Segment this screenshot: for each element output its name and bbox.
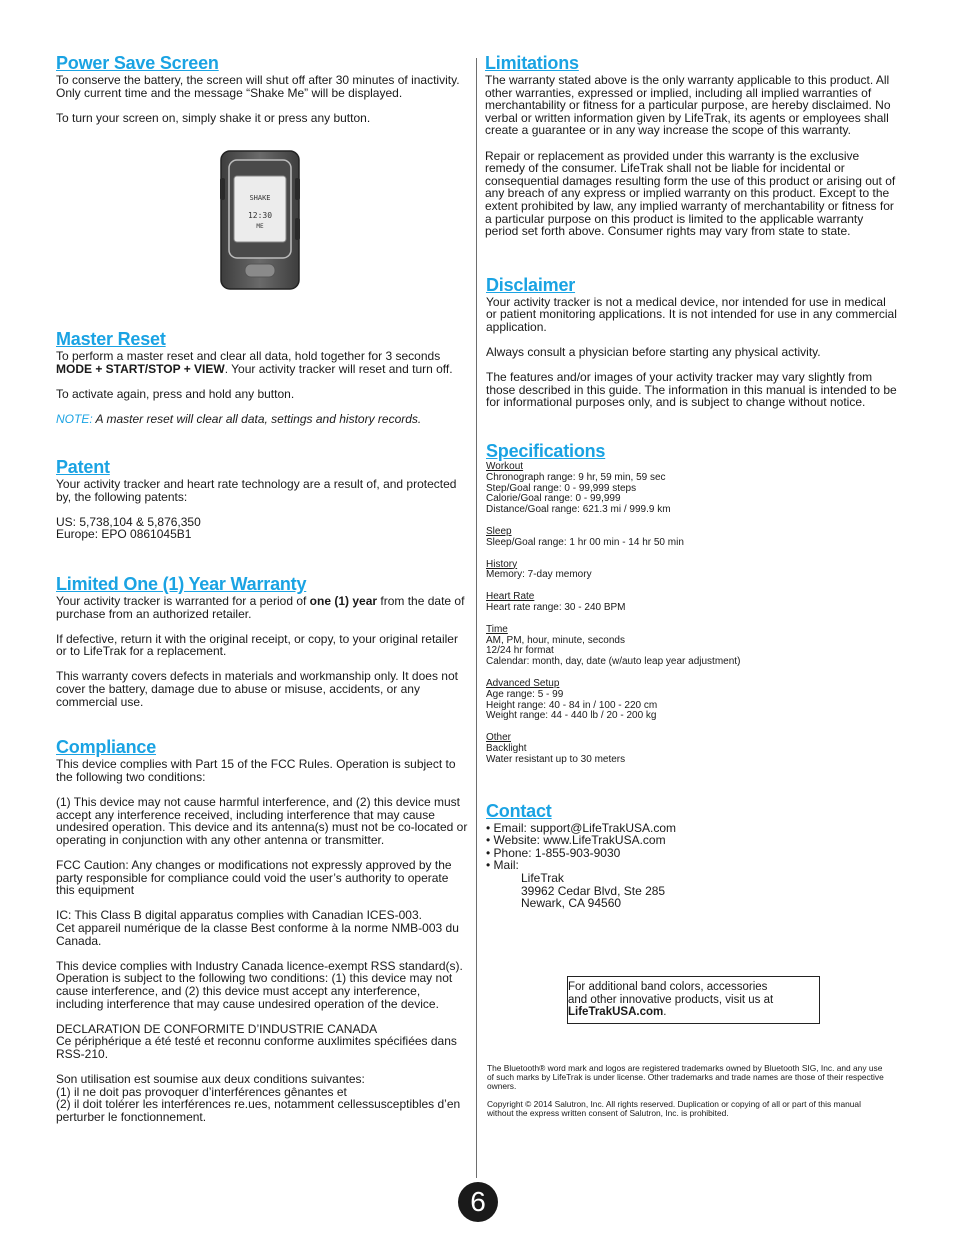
screen-line-2: 12:30 <box>247 211 273 221</box>
promo-line-1: For additional band colors, accessories <box>568 981 768 993</box>
disclaimer-heading: Disclaimer <box>486 274 576 295</box>
compliance-text-7c: (2) il doit tolérer les interférences re.ues, notamment cellessusceptibles d’en perturber le fonctionnement. <box>56 1097 461 1124</box>
master-reset-text-1: To perform a master reset and clear all data, hold together for 3 seconds MODE + START/STOP + VIEW. Your activity tracker will reset and turn off. <box>56 349 453 376</box>
spec-time-2: 12/24 hr format <box>486 645 554 657</box>
compliance-text-4a: IC: This Class B digital apparatus complies with Canadian ICES-003. <box>56 908 422 923</box>
compliance-section <box>56 736 468 1123</box>
specifications-section <box>485 440 897 766</box>
patent-europe: Europe: EPO 0861045B1 <box>56 527 192 542</box>
compliance-text-3: FCC Caution: Any changes or modifications not expressly approved by the party responsible for compliance could void the user’s authority to operate this equipment <box>56 858 452 898</box>
patent-section <box>56 456 468 541</box>
disclaimer-section <box>485 274 897 409</box>
spec-heart-title: Heart Rate <box>486 591 535 603</box>
contact-email: • Email: support@LifeTrakUSA.com <box>486 820 676 835</box>
power-save-section <box>56 52 468 292</box>
spec-sleep-title: Sleep <box>486 526 512 538</box>
spec-workout-2: Step/Goal range: 0 - 99,999 steps <box>486 482 637 494</box>
contact-website: • Website: www.LifeTrakUSA.com <box>486 833 666 848</box>
spec-advanced-2: Height range: 40 - 84 in / 100 - 220 cm <box>486 699 658 711</box>
power-save-text-1: To conserve the battery, the screen will shut off after 30 minutes of inactivity. Only current time and the message “Shake Me” will be displayed. <box>56 73 460 100</box>
page-number: 6 <box>458 1182 498 1222</box>
contact-section <box>485 800 897 910</box>
trademark-notice <box>487 1064 887 1092</box>
spec-time-1: AM, PM, hour, minute, seconds <box>486 634 625 646</box>
contact-address-2: 39962 Cedar Blvd, Ste 285 <box>521 883 666 898</box>
spec-advanced-1: Age range: 5 - 99 <box>486 688 564 700</box>
spec-workout-title: Workout <box>486 461 524 473</box>
column-divider <box>476 58 477 1178</box>
spec-advanced-3: Weight range: 44 - 440 lb / 20 - 200 kg <box>486 710 657 722</box>
spec-sleep-1: Sleep/Goal range: 1 hr 00 min - 14 hr 50 min <box>486 536 684 548</box>
disclaimer-text-3: The features and/or images of your activity tracker may vary slightly from those described in this guide. The information in this manual is intended to be for informational purposes only, and is subject to change without notice. <box>486 370 897 410</box>
patent-us: US: 5,738,104 & 5,876,350 <box>56 514 201 529</box>
power-save-text-2: To turn your screen on, simply shake it or press any button. <box>56 110 371 125</box>
spec-workout-4: Distance/Goal range: 621.3 mi / 999.9 km <box>486 504 671 516</box>
spec-heart-1: Heart rate range: 30 - 240 BPM <box>486 602 626 614</box>
warranty-text-2: If defective, return it with the original receipt, or copy, to your original retailer or to LifeTrak for a replacement. <box>56 631 458 659</box>
spec-workout-1: Chronograph range: 9 hr, 59 min, 59 sec <box>486 471 666 483</box>
spec-other-2: Water resistant up to 30 meters <box>486 753 626 765</box>
warranty-text-3: This warranty covers defects in materials and workmanship only. It does not cover the battery, damage due to abuse or misuse, accidents, or any commercial use. <box>56 669 458 709</box>
spec-history-1: Memory: 7-day memory <box>486 569 592 581</box>
copyright-text: Copyright © 2014 Salutron, Inc. All rights reserved. Duplication or copying of all or part of this manual without the express written consent of Salutron, Inc. is prohibited. <box>487 1099 861 1119</box>
warranty-heading: Limited One (1) Year Warranty <box>56 573 307 594</box>
master-reset-heading: Master Reset <box>56 329 166 350</box>
contact-address-1: LifeTrak <box>521 870 564 885</box>
compliance-text-7a: Son utilisation est soumise aux deux conditions suivantes: <box>56 1072 365 1087</box>
screen-line-1: SHAKE <box>249 194 271 203</box>
promo-link[interactable]: LifeTrakUSA.com <box>568 1006 664 1019</box>
warranty-text-1: Your activity tracker is warranted for a period of one (1) year from the date of purchase from an authorized retailer. <box>56 593 465 621</box>
compliance-text-4b: Cet appareil numérique de la classe Best conforme à la norme NMB-003 du Canada. <box>56 920 459 948</box>
limitations-section <box>485 52 897 238</box>
master-reset-text-2: To activate again, press and hold any button. <box>56 387 295 402</box>
compliance-text-1: This device complies with Part 15 of the FCC Rules. Operation is subject to the following two conditions: <box>56 757 456 784</box>
master-reset-note: NOTE: A master reset will clear all data, settings and history records. <box>56 412 422 427</box>
disclaimer-text-2: Always consult a physician before starting any physical activity. <box>486 345 821 360</box>
warranty-section <box>56 573 468 708</box>
master-reset-section <box>56 328 468 426</box>
limitations-heading: Limitations <box>485 53 579 73</box>
compliance-text-6b: Ce périphérique a été testé et reconnu conforme auxlimites spécifiées dans RSS-210. <box>56 1034 457 1061</box>
activity-tracker-device-image <box>220 148 300 292</box>
promo-line-2: and other innovative products, visit us at <box>568 993 774 1006</box>
compliance-text-5: This device complies with Industry Canada licence-exempt RSS standard(s). Operation is subject to the following two conditions: (1) this device may not cause interference, and (2) this device must accept any interference, including interference that may cause undesired operation of the device. <box>56 958 463 1011</box>
specifications-heading: Specifications <box>486 441 606 462</box>
copyright-notice <box>487 1100 887 1118</box>
contact-address-3: Newark, CA 94560 <box>521 896 622 911</box>
spec-workout-3: Calorie/Goal range: 0 - 99,999 <box>486 493 621 505</box>
trademark-text: The Bluetooth® word mark and logos are registered trademarks owned by Bluetooth SIG, Inc. and any use of such marks by LifeTrak is under license. Other trademarks and trade names are those of their respective owners. <box>487 1063 884 1092</box>
promo-line-3: LifeTrakUSA.com. <box>568 1006 667 1019</box>
compliance-text-7b: (1) il ne doit pas provoquer d’interférences gênantes et <box>56 1084 347 1099</box>
limitations-text-2: Repair or replacement as provided under this warranty is the exclusive remedy of the consumer. LifeTrak shall not be liable for incidental or consequential damages resulting form the use of this product or arising out of any breach of any express or implied warranty on this product. Except to the extent prohibited by law, any implied warranty of merchantability or fitness for a particular purpose on this product is limited to the applicable warranty period set forth above. Consumer rights may vary from state to state. <box>485 148 896 239</box>
promo-box <box>567 976 820 1024</box>
right-column <box>485 52 897 910</box>
patent-text: Your activity tracker and heart rate technology are a result of, and protected by, the following patents: <box>56 476 457 504</box>
screen-line-3: ME <box>256 223 264 231</box>
patent-heading: Patent <box>56 456 110 477</box>
limitations-text-1: The warranty stated above is the only warranty applicable to this product. All other warranties, expressed or implied, including all implied warranties of merchantability or fitness for a particular purpose, are hereby disclaimed. No verbal or written information given by LifeTrak, its agents or employees shall create a guarantee or in any way increase the scope of this warranty. <box>485 73 891 138</box>
spec-time-3: Calendar: month, day, date (w/auto leap year adjustment) <box>486 656 741 668</box>
power-save-heading: Power Save Screen <box>56 53 219 73</box>
contact-mail: • Mail: <box>486 858 519 873</box>
left-column <box>56 52 468 1123</box>
spec-other-title: Other <box>486 732 512 744</box>
contact-heading: Contact <box>486 800 552 821</box>
disclaimer-text-1: Your activity tracker is not a medical device, nor intended for use in medical or patient monitoring applications. It is not intended for use in any commercial application. <box>486 294 897 334</box>
compliance-heading: Compliance <box>56 737 157 758</box>
compliance-text-6a: DECLARATION DE CONFORMITE D’INDUSTRIE CANADA <box>56 1021 378 1036</box>
spec-history-title: History <box>486 558 518 570</box>
spec-other-1: Backlight <box>486 743 527 754</box>
contact-phone: • Phone: 1-855-903-9030 <box>486 845 621 860</box>
compliance-text-2: (1) This device may not cause harmful interference, and (2) this device must accept any interference received, including interference that may cause undesired operation. This device and its antenna(s) must not be co-located or operating in conjunction with any other antenna or transmitter. <box>56 795 468 847</box>
spec-advanced-title: Advanced Setup <box>486 678 560 690</box>
spec-time-title: Time <box>486 623 508 635</box>
